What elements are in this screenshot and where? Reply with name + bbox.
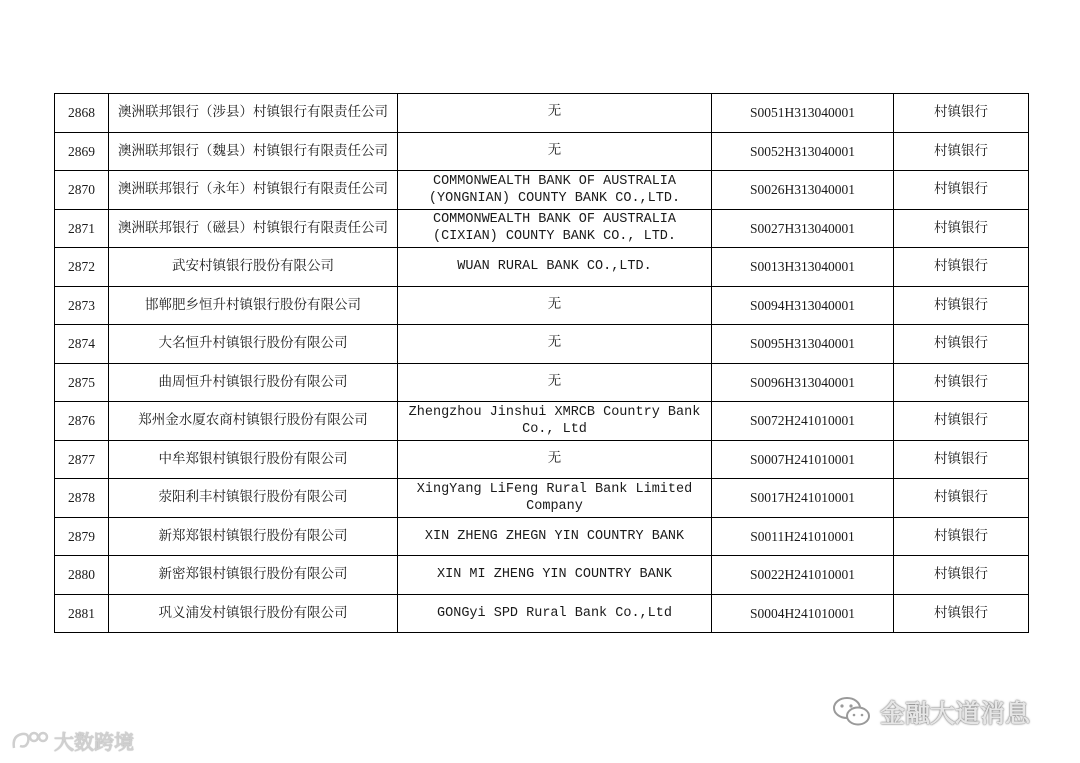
institution-type-cell: 村镇银行 [894,132,1029,171]
logo-icon [10,728,50,754]
institution-code-cell: S0011H241010001 [712,517,894,556]
chinese-name-cell: 巩义浦发村镇银行股份有限公司 [109,594,398,633]
english-name-cell: 无 [398,94,712,133]
english-name-cell: 无 [398,132,712,171]
row-number: 2870 [55,171,109,210]
institution-type-cell: 村镇银行 [894,594,1029,633]
chinese-name-cell: 曲周恒升村镇银行股份有限公司 [109,363,398,402]
row-number: 2877 [55,440,109,479]
watermark-right-text: 金融大道消息 [880,699,1031,728]
table-row [55,248,1029,287]
institution-type-cell: 村镇银行 [894,248,1029,287]
table-row [55,556,1029,595]
watermark-dashujuajing [10,726,134,755]
table-row [55,325,1029,364]
institution-code-cell: S0004H241010001 [712,594,894,633]
institution-type-cell: 村镇银行 [894,209,1029,248]
institution-type-cell: 村镇银行 [894,402,1029,441]
institution-code-cell: S0096H313040001 [712,363,894,402]
english-name-cell: Zhengzhou Jinshui XMRCB Country Bank Co., Ltd [398,402,712,441]
institution-type-cell: 村镇银行 [894,517,1029,556]
english-name-cell: 无 [398,363,712,402]
watermark-left-text: 大数跨境 [54,730,134,754]
institution-code-cell: S0095H313040001 [712,325,894,364]
table-row [55,517,1029,556]
table-row [55,132,1029,171]
english-name-cell: COMMONWEALTH BANK OF AUSTRALIA (CIXIAN) COUNTY BANK CO., LTD. [398,209,712,248]
institution-type-cell: 村镇银行 [894,325,1029,364]
institution-code-cell: S0026H313040001 [712,171,894,210]
row-number: 2872 [55,248,109,287]
chinese-name-cell: 新密郑银村镇银行股份有限公司 [109,556,398,595]
english-name-cell: 无 [398,286,712,325]
wechat-icon [832,695,872,729]
row-number: 2881 [55,594,109,633]
chinese-name-cell: 澳洲联邦银行（永年）村镇银行有限责任公司 [109,171,398,210]
institution-code-cell: S0072H241010001 [712,402,894,441]
english-name-cell: 无 [398,325,712,364]
row-number: 2869 [55,132,109,171]
chinese-name-cell: 荥阳利丰村镇银行股份有限公司 [109,479,398,518]
english-name-cell: XIN MI ZHENG YIN COUNTRY BANK [398,556,712,595]
institution-type-cell: 村镇银行 [894,363,1029,402]
english-name-cell: XingYang LiFeng Rural Bank Limited Company [398,479,712,518]
institution-code-cell: S0022H241010001 [712,556,894,595]
chinese-name-cell: 澳洲联邦银行（磁县）村镇银行有限责任公司 [109,209,398,248]
table-body [55,94,1029,633]
institution-code-cell: S0094H313040001 [712,286,894,325]
row-number: 2875 [55,363,109,402]
english-name-cell: 无 [398,440,712,479]
chinese-name-cell: 武安村镇银行股份有限公司 [109,248,398,287]
row-number: 2879 [55,517,109,556]
table-row [55,363,1029,402]
institution-type-cell: 村镇银行 [894,94,1029,133]
chinese-name-cell: 大名恒升村镇银行股份有限公司 [109,325,398,364]
chinese-name-cell: 澳洲联邦银行（涉县）村镇银行有限责任公司 [109,94,398,133]
table-row [55,440,1029,479]
institution-type-cell: 村镇银行 [894,171,1029,210]
table-row [55,594,1029,633]
table-row [55,171,1029,210]
chinese-name-cell: 郑州金水厦农商村镇银行股份有限公司 [109,402,398,441]
row-number: 2874 [55,325,109,364]
institution-code-cell: S0013H313040001 [712,248,894,287]
english-name-cell: GONGyi SPD Rural Bank Co.,Ltd [398,594,712,633]
row-number: 2878 [55,479,109,518]
institution-code-cell: S0052H313040001 [712,132,894,171]
institution-code-cell: S0017H241010001 [712,479,894,518]
institution-code-cell: S0007H241010001 [712,440,894,479]
institution-type-cell: 村镇银行 [894,440,1029,479]
table-row [55,479,1029,518]
chinese-name-cell: 新郑郑银村镇银行股份有限公司 [109,517,398,556]
row-number: 2868 [55,94,109,133]
row-number: 2871 [55,209,109,248]
english-name-cell: XIN ZHENG ZHEGN YIN COUNTRY BANK [398,517,712,556]
table-row [55,94,1029,133]
chinese-name-cell: 澳洲联邦银行（魏县）村镇银行有限责任公司 [109,132,398,171]
institution-type-cell: 村镇银行 [894,479,1029,518]
institution-code-cell: S0051H313040001 [712,94,894,133]
chinese-name-cell: 邯郸肥乡恒升村镇银行股份有限公司 [109,286,398,325]
english-name-cell: WUAN RURAL BANK CO.,LTD. [398,248,712,287]
institution-type-cell: 村镇银行 [894,556,1029,595]
row-number: 2876 [55,402,109,441]
chinese-name-cell: 中牟郑银村镇银行股份有限公司 [109,440,398,479]
bank-list-table [54,93,1029,633]
table-row [55,402,1029,441]
watermark-wechat [832,694,1030,730]
institution-type-cell: 村镇银行 [894,286,1029,325]
table-row [55,286,1029,325]
institution-code-cell: S0027H313040001 [712,209,894,248]
row-number: 2880 [55,556,109,595]
english-name-cell: COMMONWEALTH BANK OF AUSTRALIA (YONGNIAN) COUNTY BANK CO.,LTD. [398,171,712,210]
row-number: 2873 [55,286,109,325]
table-row [55,209,1029,248]
